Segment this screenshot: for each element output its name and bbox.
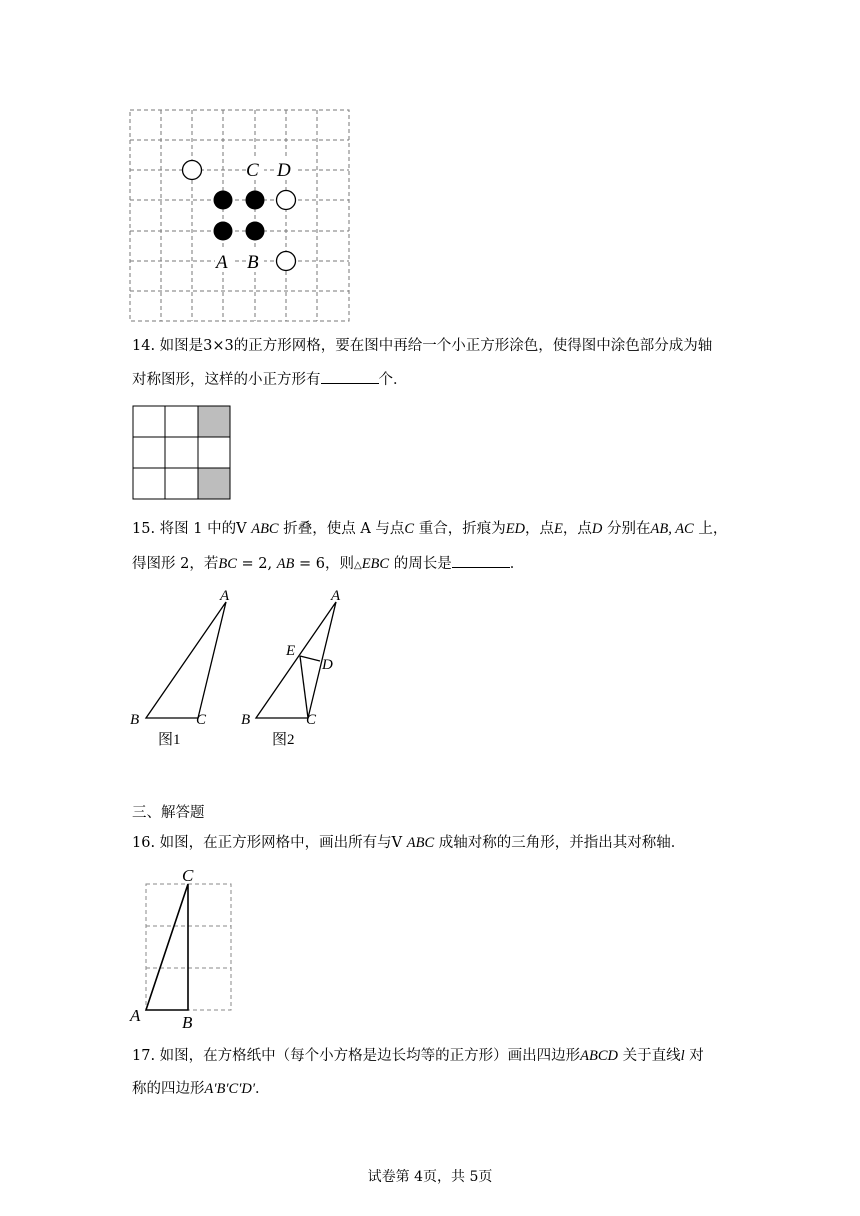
figure-caption: 图1 (158, 732, 181, 748)
point-label-b: B (241, 712, 251, 728)
point-label-e: E (286, 643, 296, 659)
point-label-b: B (130, 712, 140, 728)
q14-3x3-grid (132, 405, 232, 501)
point-label-d: D (277, 160, 291, 181)
black-stone (246, 191, 265, 210)
q17-line2: 称的四边形A′B′C′D′． (132, 1081, 270, 1097)
point-label-a: A (130, 1006, 141, 1025)
point-label-c: C (246, 160, 259, 181)
q13-grid-figure (128, 108, 352, 324)
q16-grid-figure (128, 864, 238, 1034)
point-label-a: A (331, 588, 341, 604)
q15-line2: 得图形 2，若BC = 2, AB = 6，则△EBC 的周长是 ． (132, 553, 524, 576)
answer-blank[interactable] (452, 553, 510, 568)
white-stone (277, 252, 296, 271)
black-stone (214, 222, 233, 241)
q16-line1: 16. 如图，在正方形网格中，画出所有与V ABC 成轴对称的三角形，并指出其对称轴． (132, 835, 686, 851)
black-stone (214, 191, 233, 210)
white-stone (277, 191, 296, 210)
point-label-b: B (182, 1013, 193, 1032)
q14-line1: 14. 如图是3×3的正方形网格，要在图中再给一个小正方形涂色，使得图中涂色部分成为轴 (132, 338, 713, 354)
q17-line1: 17. 如图，在方格纸中（每个小方格是边长均等的正方形）画出四边形ABCD 关于直线l 对 (132, 1048, 704, 1064)
point-label-b: B (247, 252, 259, 273)
section-title: 三、解答题 (132, 805, 205, 821)
page-footer: 试卷第 4页，共 5页 (367, 1169, 493, 1185)
point-label-a: A (220, 588, 230, 604)
point-label-c: C (182, 866, 194, 885)
q15-line1: 15. 将图 1 中的V ABC 折叠，使点 A 与点C 重合，折痕为ED，点E，点D 分别在AB, AC 上， (132, 521, 728, 537)
answer-blank[interactable] (321, 369, 379, 384)
black-stone (246, 222, 265, 241)
white-stone (183, 161, 202, 180)
q15-figure-1 (128, 585, 238, 750)
point-label-d: D (322, 657, 333, 673)
q14-line2: 对称图形，这样的小正方形有 个． (132, 369, 408, 390)
q15-figure-2 (238, 585, 358, 750)
figure-caption: 图2 (272, 732, 295, 748)
point-label-a: A (216, 252, 228, 273)
point-label-c: C (196, 712, 207, 728)
point-label-c: C (306, 712, 317, 728)
